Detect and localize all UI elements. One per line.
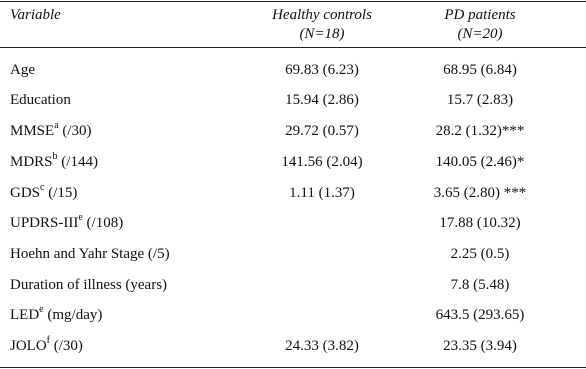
row-variable: MMSE$^a$ (/30) [10,120,92,139]
row-healthy-value: 1.11 (1.37) [289,185,355,201]
row-healthy-value: 69.83 (6.23) [285,62,359,78]
header-healthy-n: (N=18) [299,26,345,42]
header-healthy-controls [242,6,402,44]
header-variable: Variable [10,7,61,23]
row-healthy-value: 15.94 (2.86) [285,92,359,108]
row-pd-value: 17.88 (10.32) [439,215,521,231]
header-pd-title: PD patients [444,7,516,23]
table-row [0,214,586,244]
row-pd-value: 2.25 (0.5) [450,246,510,262]
row-pd-value: 140.05 (2.46)* [435,154,525,170]
row-variable: Education [10,92,71,108]
row-variable: MDRS$^b$ (/144) [10,151,98,170]
row-pd-value: 23.35 (3.94) [443,338,517,354]
table-row [0,245,586,275]
row-pd-value: 3.65 (2.80) *** [433,185,527,201]
row-pd-value: 28.2 (1.32)*** [435,123,525,139]
table-row [0,306,586,336]
header-pd-patients [400,6,560,44]
top-rule [0,1,586,2]
row-healthy-value: 141.56 (2.04) [281,154,363,170]
header-healthy-title: Healthy controls [272,7,372,23]
row-variable: GDS$^c$ (/15) [10,182,78,201]
table-row [0,61,586,91]
row-pd-value: 7.8 (5.48) [450,277,510,293]
table-row [0,276,586,306]
table-row [0,153,586,183]
table-row [0,184,586,214]
row-healthy-value: 24.33 (3.82) [285,338,359,354]
header-pd-n: (N=20) [457,26,503,42]
row-variable: UPDRS-IIIe (/108) [10,212,124,231]
row-pd-value: 643.5 (293.65) [435,307,525,323]
row-pd-value: 68.95 (6.84) [443,62,517,78]
table-row [0,122,586,152]
table-row [0,337,586,367]
row-variable: JOLO$^f$ (/30) [10,335,83,354]
row-pd-value: 15.7 (2.83) [446,92,514,108]
bottom-rule [0,367,586,368]
row-variable: Duration of illness (years) [10,277,168,293]
row-variable: Age [10,62,35,78]
row-variable: LED$^e$ (mg/day) [10,304,103,323]
header-rule [0,47,586,48]
row-healthy-value: 29.72 (0.57) [285,123,359,139]
table-row [0,91,586,121]
row-variable: Hoehn and Yahr Stage (/5) [10,246,170,262]
